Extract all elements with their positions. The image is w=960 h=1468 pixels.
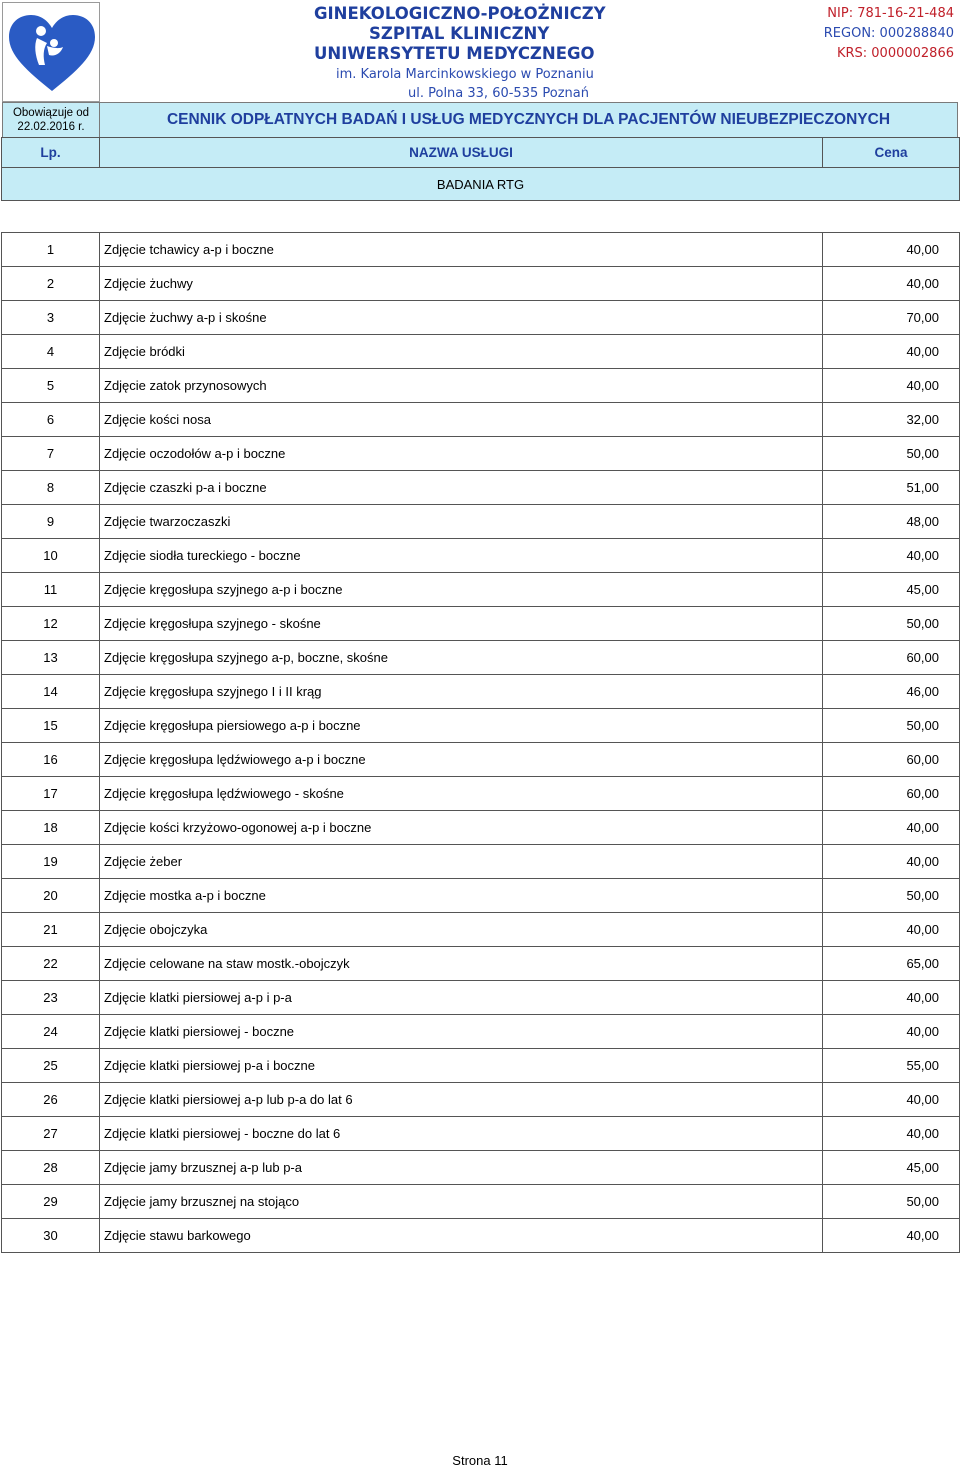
row-service-name: Zdjęcie żuchwy — [100, 267, 823, 301]
table-row — [2, 913, 960, 947]
row-lp: 3 — [2, 301, 100, 335]
row-price: 40,00 — [823, 913, 960, 947]
row-price: 70,00 — [823, 301, 960, 335]
table-row — [2, 947, 960, 981]
row-service-name: Zdjęcie siodła tureckiego - boczne — [100, 539, 823, 573]
table-row — [2, 709, 960, 743]
table-row — [2, 573, 960, 607]
row-lp: 25 — [2, 1049, 100, 1083]
row-lp: 7 — [2, 437, 100, 471]
table-row — [2, 879, 960, 913]
row-service-name: Zdjęcie czaszki p-a i boczne — [100, 471, 823, 505]
row-price: 40,00 — [823, 335, 960, 369]
registration-ids — [824, 4, 954, 64]
row-lp: 11 — [2, 573, 100, 607]
row-lp: 22 — [2, 947, 100, 981]
row-price: 40,00 — [823, 539, 960, 573]
row-price: 46,00 — [823, 675, 960, 709]
row-service-name: Zdjęcie celowane na staw mostk.-obojczyk — [100, 947, 823, 981]
row-price: 40,00 — [823, 1083, 960, 1117]
row-service-name: Zdjęcie klatki piersiowej a-p i p-a — [100, 981, 823, 1015]
row-price: 50,00 — [823, 709, 960, 743]
row-price: 60,00 — [823, 641, 960, 675]
row-price: 40,00 — [823, 1117, 960, 1151]
hospital-name-line1: GINEKOLOGICZNO-POŁOŻNICZY — [314, 4, 606, 23]
row-price: 45,00 — [823, 573, 960, 607]
table-row — [2, 233, 960, 267]
row-price: 32,00 — [823, 403, 960, 437]
table-row — [2, 403, 960, 437]
row-service-name: Zdjęcie mostka a-p i boczne — [100, 879, 823, 913]
table-row — [2, 505, 960, 539]
validity-date: 22.02.2016 r. — [17, 121, 85, 133]
price-list-title: CENNIK ODPŁATNYCH BADAŃ I USŁUG MEDYCZNYCH DLA PACJENTÓW NIEUBEZPIECZONYCH — [100, 102, 958, 138]
row-lp: 21 — [2, 913, 100, 947]
section-row — [2, 168, 960, 201]
table-row — [2, 539, 960, 573]
row-service-name: Zdjęcie żuchwy a-p i skośne — [100, 301, 823, 335]
row-price: 60,00 — [823, 777, 960, 811]
row-lp: 20 — [2, 879, 100, 913]
row-lp: 24 — [2, 1015, 100, 1049]
table-row — [2, 811, 960, 845]
row-lp: 15 — [2, 709, 100, 743]
row-lp: 28 — [2, 1151, 100, 1185]
row-lp: 2 — [2, 267, 100, 301]
row-service-name: Zdjęcie żeber — [100, 845, 823, 879]
row-service-name: Zdjęcie jamy brzusznej na stojąco — [100, 1185, 823, 1219]
table-row — [2, 981, 960, 1015]
row-price: 40,00 — [823, 233, 960, 267]
row-lp: 10 — [2, 539, 100, 573]
row-service-name: Zdjęcie klatki piersiowej a-p lub p-a do lat 6 — [100, 1083, 823, 1117]
row-price: 65,00 — [823, 947, 960, 981]
row-service-name: Zdjęcie stawu barkowego — [100, 1219, 823, 1253]
row-service-name: Zdjęcie oczodołów a-p i boczne — [100, 437, 823, 471]
hospital-logo — [2, 2, 100, 102]
row-service-name: Zdjęcie kręgosłupa szyjnego - skośne — [100, 607, 823, 641]
table-row — [2, 777, 960, 811]
row-price: 50,00 — [823, 1185, 960, 1219]
nip-number: NIP: 781-16-21-484 — [827, 6, 954, 21]
row-price: 40,00 — [823, 369, 960, 403]
hospital-name-line3: UNIWERSYTETU MEDYCZNEGO — [314, 44, 595, 63]
row-lp: 19 — [2, 845, 100, 879]
row-service-name: Zdjęcie klatki piersiowej - boczne — [100, 1015, 823, 1049]
row-service-name: Zdjęcie twarzoczaszki — [100, 505, 823, 539]
row-price: 50,00 — [823, 607, 960, 641]
row-price: 50,00 — [823, 879, 960, 913]
row-service-name: Zdjęcie kręgosłupa lędźwiowego a-p i boczne — [100, 743, 823, 777]
row-lp: 5 — [2, 369, 100, 403]
row-service-name: Zdjęcie kości krzyżowo-ogonowej a-p i boczne — [100, 811, 823, 845]
table-row — [2, 845, 960, 879]
row-lp: 9 — [2, 505, 100, 539]
table-row — [2, 301, 960, 335]
row-price: 60,00 — [823, 743, 960, 777]
row-service-name: Zdjęcie bródki — [100, 335, 823, 369]
column-header-lp: Lp. — [2, 138, 100, 168]
row-lp: 12 — [2, 607, 100, 641]
row-price: 40,00 — [823, 845, 960, 879]
row-lp: 29 — [2, 1185, 100, 1219]
row-service-name: Zdjęcie kręgosłupa szyjnego a-p, boczne, skośne — [100, 641, 823, 675]
row-service-name: Zdjęcie kręgosłupa piersiowego a-p i boczne — [100, 709, 823, 743]
row-lp: 18 — [2, 811, 100, 845]
hospital-address: ul. Polna 33, 60-535 Poznań — [408, 86, 589, 101]
row-service-name: Zdjęcie tchawicy a-p i boczne — [100, 233, 823, 267]
row-lp: 8 — [2, 471, 100, 505]
row-price: 40,00 — [823, 1219, 960, 1253]
row-lp: 26 — [2, 1083, 100, 1117]
table-row — [2, 641, 960, 675]
row-price: 55,00 — [823, 1049, 960, 1083]
row-lp: 1 — [2, 233, 100, 267]
validity-label: Obowiązuje od — [12, 107, 90, 119]
row-lp: 27 — [2, 1117, 100, 1151]
row-price: 48,00 — [823, 505, 960, 539]
table-row — [2, 1083, 960, 1117]
row-service-name: Zdjęcie kręgosłupa szyjnego a-p i boczne — [100, 573, 823, 607]
row-lp: 16 — [2, 743, 100, 777]
section-title: BADANIA RTG — [2, 168, 960, 201]
table-row — [2, 743, 960, 777]
row-price: 51,00 — [823, 471, 960, 505]
hospital-name-line2: SZPITAL KLINICZNY — [369, 24, 550, 43]
regon-number: REGON: 000288840 — [823, 26, 954, 41]
row-service-name: Zdjęcie klatki piersiowej p-a i boczne — [100, 1049, 823, 1083]
row-price: 40,00 — [823, 1015, 960, 1049]
row-service-name: Zdjęcie kręgosłupa lędźwiowego - skośne — [100, 777, 823, 811]
row-price: 40,00 — [823, 981, 960, 1015]
table-row — [2, 267, 960, 301]
row-service-name: Zdjęcie kości nosa — [100, 403, 823, 437]
column-header-name: NAZWA USŁUGI — [100, 138, 823, 168]
table-row — [2, 1049, 960, 1083]
row-service-name: Zdjęcie zatok przynosowych — [100, 369, 823, 403]
row-price: 45,00 — [823, 1151, 960, 1185]
spacer-row — [2, 201, 960, 233]
table-row — [2, 471, 960, 505]
table-header-row — [2, 138, 960, 168]
row-service-name: Zdjęcie jamy brzusznej a-p lub p-a — [100, 1151, 823, 1185]
table-row — [2, 607, 960, 641]
row-service-name: Zdjęcie obojczyka — [100, 913, 823, 947]
row-price: 40,00 — [823, 811, 960, 845]
row-lp: 14 — [2, 675, 100, 709]
table-row — [2, 437, 960, 471]
hospital-name — [314, 4, 634, 103]
document-header — [2, 2, 958, 137]
row-price: 40,00 — [823, 267, 960, 301]
table-row — [2, 1015, 960, 1049]
column-header-price: Cena — [823, 138, 960, 168]
heart-mother-child-icon — [7, 13, 97, 93]
page-number: Strona 11 — [452, 1453, 508, 1468]
row-service-name: Zdjęcie klatki piersiowej - boczne do lat 6 — [100, 1117, 823, 1151]
table-row — [2, 1219, 960, 1253]
validity-date-box — [2, 102, 100, 138]
table-row — [2, 335, 960, 369]
row-lp: 6 — [2, 403, 100, 437]
row-lp: 13 — [2, 641, 100, 675]
row-lp: 23 — [2, 981, 100, 1015]
table-row — [2, 1185, 960, 1219]
row-lp: 30 — [2, 1219, 100, 1253]
row-service-name: Zdjęcie kręgosłupa szyjnego I i II krąg — [100, 675, 823, 709]
hospital-patron: im. Karola Marcinkowskiego w Poznaniu — [336, 67, 594, 82]
table-row — [2, 369, 960, 403]
row-price: 50,00 — [823, 437, 960, 471]
table-row — [2, 1117, 960, 1151]
table-row — [2, 1151, 960, 1185]
krs-number: KRS: 0000002866 — [836, 46, 954, 61]
row-lp: 17 — [2, 777, 100, 811]
table-row — [2, 675, 960, 709]
price-table — [1, 137, 960, 1253]
row-lp: 4 — [2, 335, 100, 369]
